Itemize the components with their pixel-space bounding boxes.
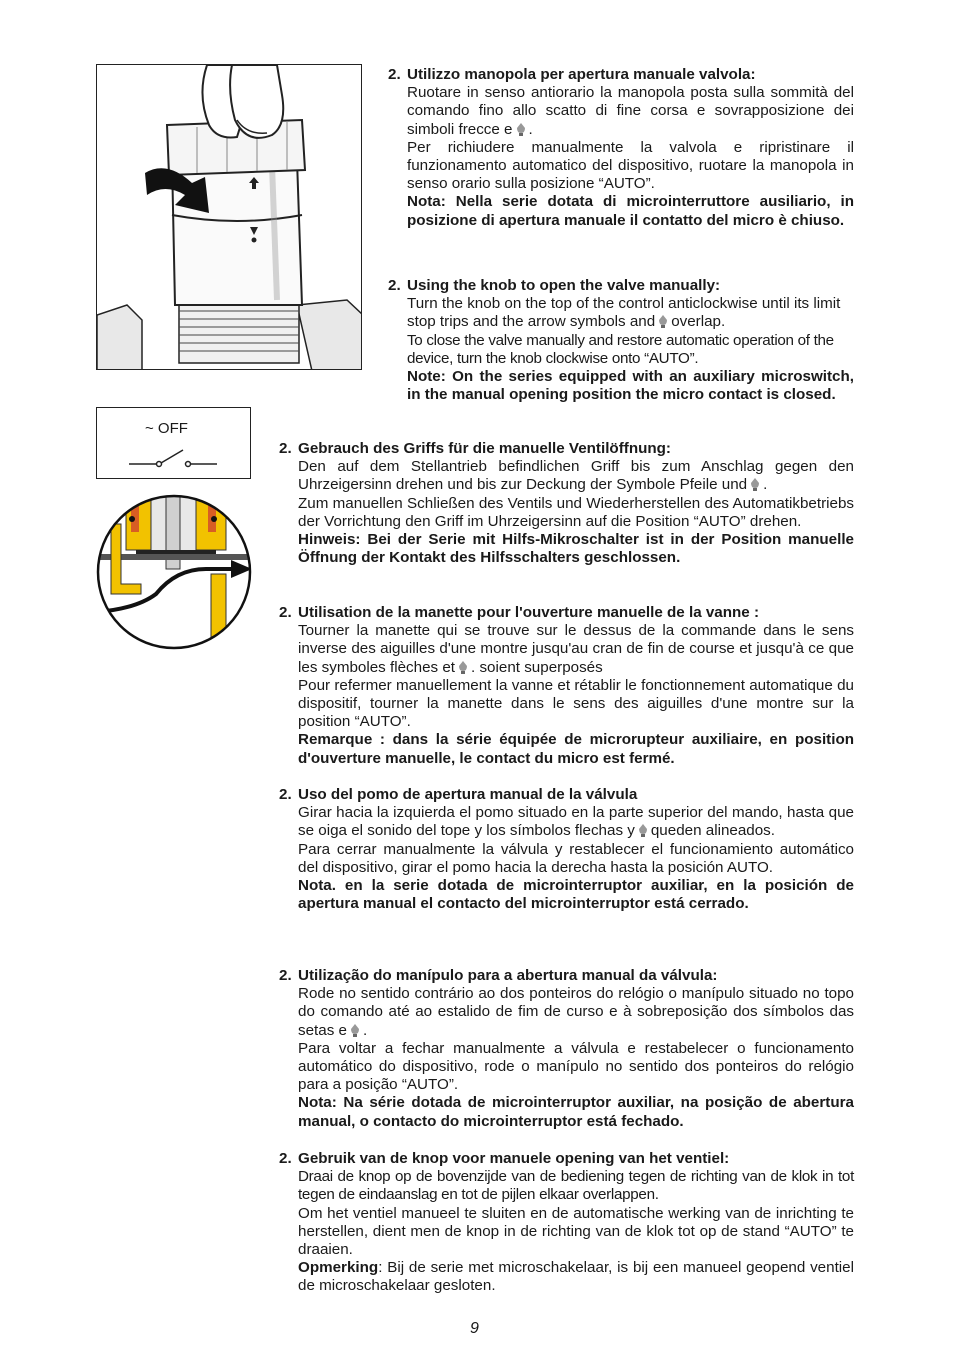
heading-text: Utilizzo manopola per apertura manuale valvola: xyxy=(407,66,756,83)
paragraph-text: Den auf dem Stellantrieb befindlichen Griff bis zum Anschlag gegen den Uhrzeigersinn drehen und bis zur Deckung der Symbole Pfeile und xyxy=(298,458,854,494)
paragraph-text: Draai de knop op de bovenzijde van de bediening tegen de richting van de klok in tot tegen de eindaanslag en tot de pijlen elkaar overlappen. xyxy=(298,1168,854,1204)
drop-symbol-icon xyxy=(516,123,526,136)
hand-turning-knob-image xyxy=(97,65,362,370)
section-heading xyxy=(279,604,854,622)
note-text: Hinweis: Bei der Serie mit Hilfs-Mikroschalter ist in der Position manuelle Öffnung der Kontakt des Hilfsschalters geschlossen. xyxy=(298,531,854,567)
heading-text: Utilisation de la manette pour l'ouverture manuelle de la vanne : xyxy=(298,604,760,621)
paragraph-text: Zum manuellen Schließen des Ventils und Wiederherstellen des Automatikbetriebs der Vorrichtung den Griff im Uhrzeigersinn auf die Position “AUTO” drehen. xyxy=(298,494,854,530)
paragraph-text: Girar hacia la izquierda el pomo situado en la parte superior del mando, hasta que se oiga el sonido del tope y los símbolos flechas y xyxy=(298,804,854,840)
open-switch-icon xyxy=(97,408,252,480)
valve-section-detail xyxy=(96,494,252,650)
paragraph-text: Tourner la manette qui se trouve sur le dessus de la commande dans le sens inverse des aiguilles d'une montre jusqu'au cran de fin de course et jusqu'à ce que les symboles flèches et xyxy=(298,622,854,676)
section-heading xyxy=(279,440,854,458)
section-portuguese xyxy=(279,967,854,1131)
paragraph-text: Para cerrar manualmente la válvula y restablecer el funcionamiento automático del dispositivo, girar el pomo hacia la derecha hasta la posición AUTO. xyxy=(298,840,854,876)
section-heading xyxy=(279,786,854,804)
valve-cross-section-image xyxy=(96,494,252,650)
note-text: Remarque : dans la série équipée de microrupteur auxiliaire, en position d'ouverture manuelle, le contact du micro est fermé. xyxy=(298,731,854,767)
paragraph-text: To close the valve manually and restore automatic operation of the device, turn the knob clockwise onto “AUTO”. xyxy=(407,331,834,367)
paragraph-text: Pour refermer manuellement la vanne et rétablir le fonctionnement automatique du dispositif, tourner la manette dans le sens des aiguilles d'une montre sur la position “AUTO”. xyxy=(298,676,854,731)
drop-symbol-icon xyxy=(750,478,760,491)
section-spanish xyxy=(279,786,854,913)
step-number: 2. xyxy=(279,786,292,803)
section-heading xyxy=(279,967,854,985)
section-dutch xyxy=(279,1150,854,1296)
paragraph-text: queden alineados. xyxy=(650,822,775,840)
step-number: 2. xyxy=(279,967,292,984)
switch-off-label: ~ OFF xyxy=(145,420,188,437)
paragraph-text: . xyxy=(763,476,768,494)
step-number: 2. xyxy=(279,604,292,621)
page-number: 9 xyxy=(470,1320,479,1337)
heading-text: Gebruik van de knop voor manuele opening van het ventiel: xyxy=(298,1150,730,1167)
paragraph-text: Turn the knob on the top of the control anticlockwise until its limit stop trips and the arrow symbols and xyxy=(407,295,841,331)
step-number: 2. xyxy=(388,66,401,83)
heading-text: Utilização do manípulo para a abertura manual da válvula: xyxy=(298,967,718,984)
section-french xyxy=(279,604,854,768)
drop-symbol-icon xyxy=(350,1024,360,1037)
microswitch-symbol-box xyxy=(96,407,251,479)
drop-symbol-icon xyxy=(658,315,668,328)
paragraph-text: Para voltar a fechar manualmente a válvula e restabelecer o funcionamento automático do dispositivo, rode o manípulo no sentido dos ponteiros do relógio para a posição “AUTO”. xyxy=(298,1039,854,1094)
note-text: Note: On the series equipped with an auxiliary microswitch, in the manual opening position the micro contact is closed. xyxy=(407,368,854,404)
section-heading xyxy=(279,1150,854,1168)
step-number: 2. xyxy=(279,440,292,457)
note-text: Nota: Nella serie dotata di microinterruttore ausiliario, in posizione di apertura manuale il contatto del micro è chiuso. xyxy=(407,193,854,229)
paragraph-text: . xyxy=(528,120,533,138)
knob-illustration xyxy=(96,64,362,370)
section-italian xyxy=(388,66,854,230)
note-label: Opmerking xyxy=(298,1259,379,1277)
section-heading xyxy=(388,277,854,295)
section-german xyxy=(279,440,854,567)
paragraph-text: Ruotare in senso antiorario la manopola posta sulla sommità del comando fino allo scatto di fine corsa e sovrapposizione dei simboli frecce e xyxy=(407,84,854,138)
step-number: 2. xyxy=(388,277,401,294)
note-text: : Bij de serie met microschakelaar, is bij een manueel geopend ventiel de microschakelaar gesloten. xyxy=(298,1259,854,1295)
note-text: Nota: Na série dotada de microinterruptor auxiliar, na posição de abertura manual, o contacto do microinterruptor está fechado. xyxy=(298,1094,854,1130)
heading-text: Gebrauch des Griffs für die manuelle Ventilöffnung: xyxy=(298,440,671,457)
step-number: 2. xyxy=(279,1150,292,1167)
paragraph-text: Rode no sentido contrário ao dos ponteiros do relógio o manípulo situado no topo do comando até ao estalido de fim de curso e à sobreposição dos símbolos das setas e xyxy=(298,985,854,1039)
drop-symbol-icon xyxy=(638,824,648,837)
paragraph-text: Om het ventiel manueel te sluiten en de automatische werking van de inrichting te herstellen, dient men de knop in de richting van de klok tot op de stand “AUTO” te draaien. xyxy=(298,1204,854,1259)
heading-text: Using the knob to open the valve manually: xyxy=(407,277,721,294)
paragraph-text: Per richiudere manualmente la valvola e ripristinare il funzionamento automatico del dispositivo, ruotare la manopola in senso orario sulla posizione “AUTO”. xyxy=(407,138,854,193)
section-english xyxy=(388,277,854,404)
paragraph-text: . soient superposés xyxy=(471,658,603,676)
drop-symbol-icon xyxy=(458,661,468,674)
section-heading xyxy=(388,66,854,84)
note-text: Nota. en la serie dotada de microinterruptor auxiliar, en la posición de apertura manual el contacto del microinterruptor está cerrado. xyxy=(298,877,854,913)
paragraph-text: . xyxy=(362,1021,368,1039)
heading-text: Uso del pomo de apertura manual de la válvula xyxy=(298,786,638,803)
paragraph-text: overlap. xyxy=(671,313,726,331)
